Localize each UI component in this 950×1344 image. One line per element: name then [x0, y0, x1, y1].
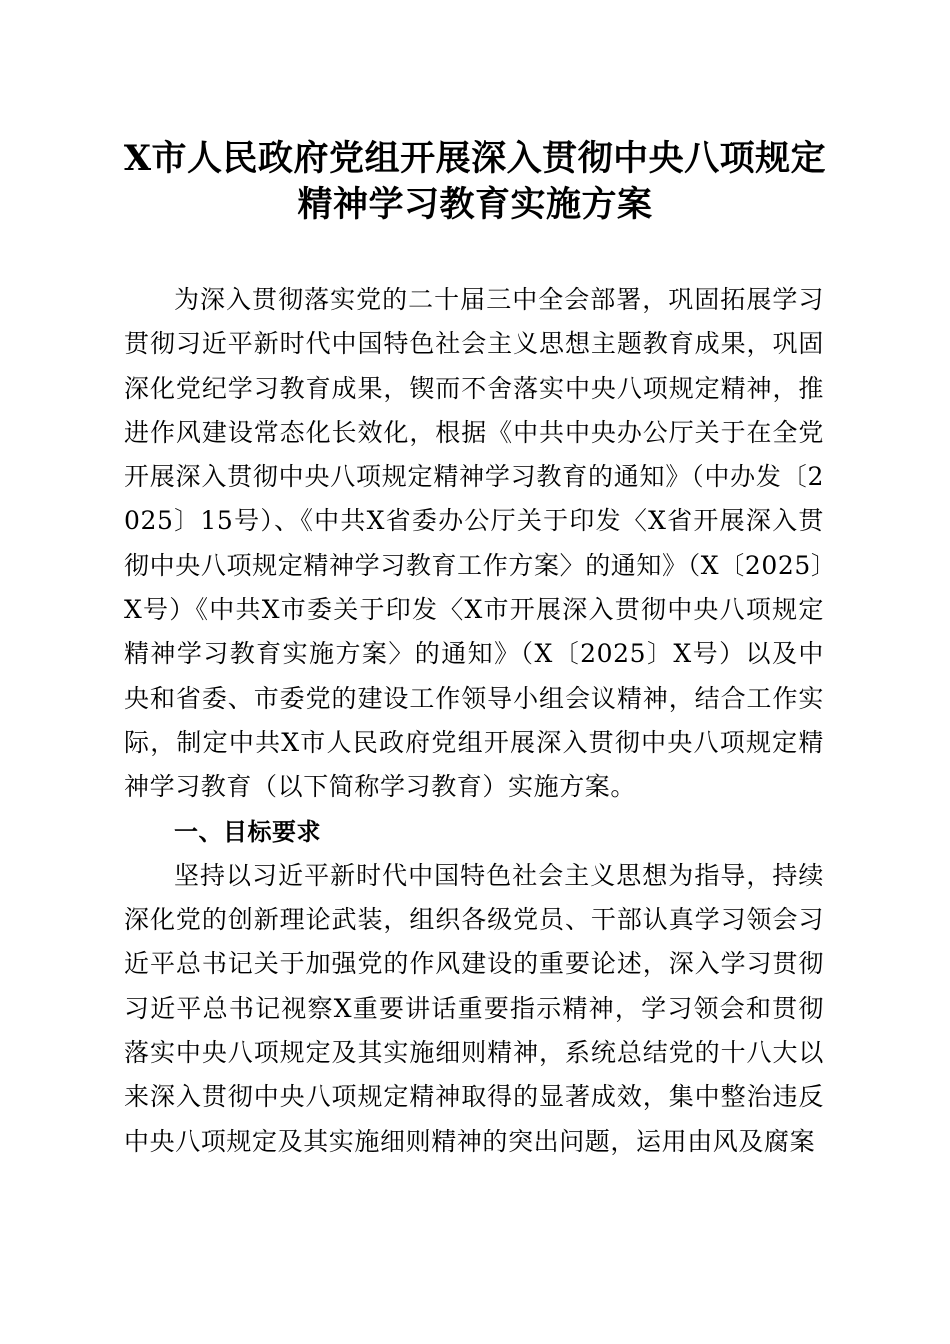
section-heading-goals: 一、目标要求 [174, 817, 321, 846]
title-line-2: 精神学习教育实施方案 [297, 184, 653, 225]
intro-paragraph: 为深入贯彻落实党的二十届三中全会部署，巩固拓展学习贯彻习近平新时代中国特色社会主义思想主题教育成果，巩固深化党纪学习教育成果，锲而不舍落实中央八项规定精神，推进作风建设常态化长效化，根据《中共中央办公厅关于在全党开展深入贯彻中央八项规定精神学习教育的通知》（中办发〔2025〕15号）、《中共X省委办公厅关于印发〈X省开展深入贯彻中央八项规定精神学习教育工作方案〉的通知》（X〔2025〕X号）《中共X市委关于印发〈X市开展深入贯彻中央八项规定精神学习教育实施方案〉的通知》（X〔2025〕X号）以及中央和省委、市委党的建设工作领导小组会议精神，结合工作实际，制定中共X市人民政府党组开展深入贯彻中央八项规定精神学习教育（以下简称学习教育）实施方案。 [124, 285, 824, 802]
section-paragraph-goals: 坚持以习近平新时代中国特色社会主义思想为指导，持续深化党的创新理论武装，组织各级党员、干部认真学习领会习近平总书记关于加强党的作风建设的重要论述，深入学习贯彻习近平总书记视察X重要讲话重要指示精神，学习领会和贯彻落实中央八项规定及其实施细则精神，系统总结党的十八大以来深入贯彻中央八项规定精神取得的显著成效，集中整治违反中央八项规定及其实施细则精神的突出问题，运用由风及腐案 [124, 860, 824, 1156]
document-title [100, 136, 850, 228]
document-body [124, 278, 824, 1164]
title-line-1: X市人民政府党组开展深入贯彻中央八项规定 [123, 138, 827, 179]
